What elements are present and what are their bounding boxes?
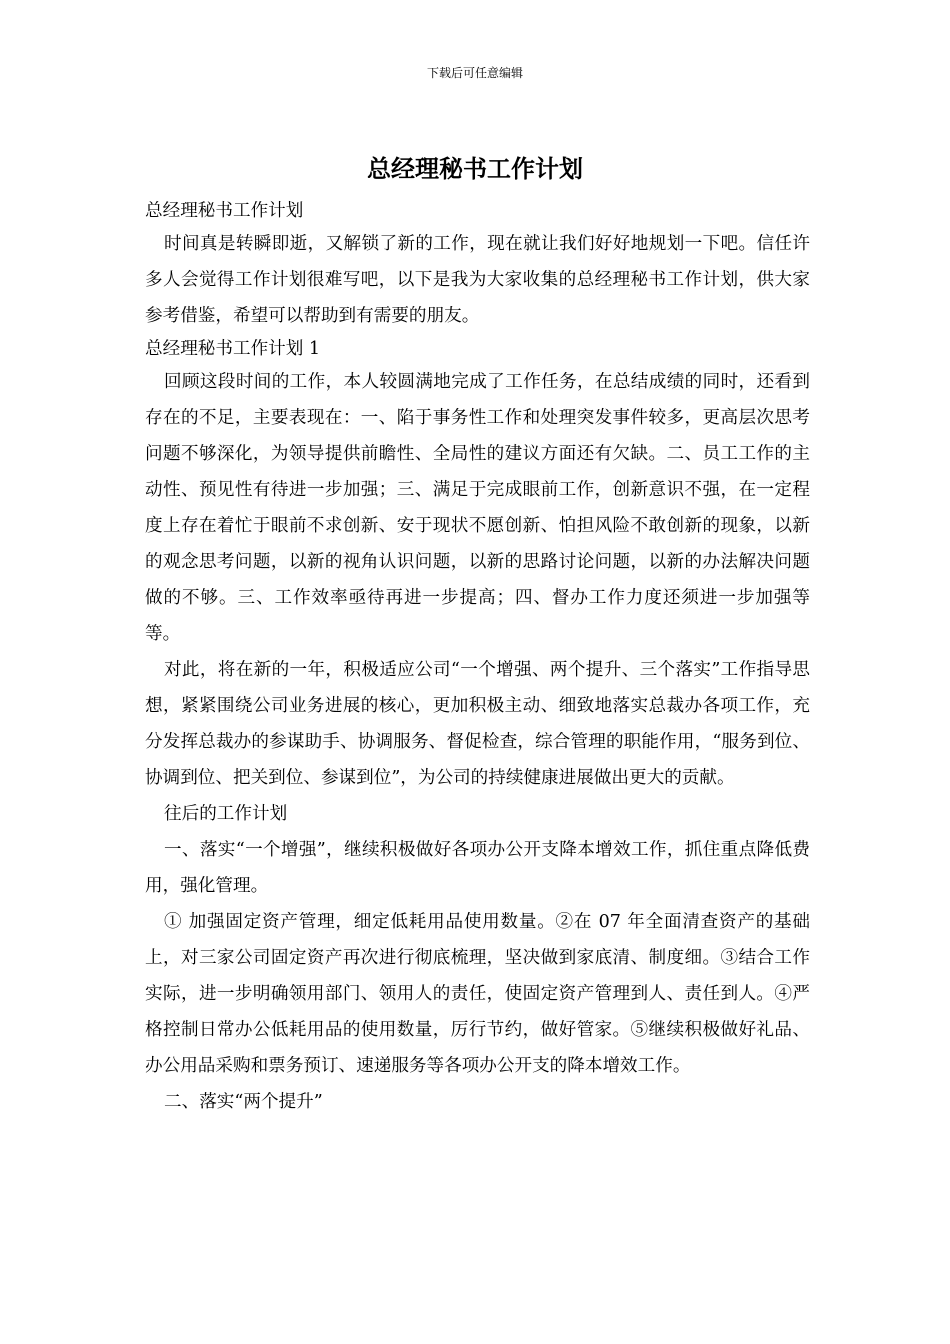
- document-title: 总经理秘书工作计划: [367, 154, 583, 183]
- paragraph-intro: 时间真是转瞬即逝，又解锁了新的工作，现在就让我们好好地规划一下吧。信任许多人会觉得工作计划很难写吧，以下是我为大家收集的总经理秘书工作计划，供大家参考借鉴，希望可以帮助到有需要的朋友。: [145, 234, 810, 326]
- paragraph-plan-overview: 对此，将在新的一年，积极适应公司“一个增强、两个提升、三个落实”工作指导思想，紧紧围绕公司业务进展的核心，更加积极主动、细致地落实总裁办各项工作，充分发挥总裁办的参谋助手、协调服务、督促检查，综合管理的职能作用，“服务到位、协调到位、把关到位、参谋到位”，为公司的持续健康进展做出更大的贡献。: [145, 660, 810, 788]
- paragraph-section-heading: 总经理秘书工作计划 1: [145, 339, 321, 359]
- paragraph-item-one-details: ① 加强固定资产管理，细定低耗用品使用数量。②在 07 年全面清查资产的基础上，对三家公司固定资产再次进行彻底梳理，坚决做到家底清、制度细。③结合工作实际，进一步明确领用部门、领用人的责任，使固定资产管理到人、责任到人。④严格控制日常办公低耗用品的使用数量，厉行节约，做好管家。⑤继续积极做好礼品、办公用品采购和票务预订、速递服务等各项办公开支的降本增效工作。: [145, 912, 810, 1076]
- paragraph-item-one: 一、落实“一个增强”，继续积极做好各项办公开支降本增效工作，抓住重点降低费用，强化管理。: [145, 840, 810, 896]
- paragraph-review: 回顾这段时间的工作，本人较圆满地完成了工作任务，在总结成绩的同时，还看到存在的不足，主要表现在：一、陷于事务性工作和处理突发事件较多，更高层次思考问题不够深化，为领导提供前瞻性、全局性的建议方面还有欠缺。二、员工工作的主动性、预见性有待进一步加强；三、满足于完成眼前工作，创新意识不强，在一定程度上存在着忙于眼前不求创新、安于现状不愿创新、怕担风险不敢创新的现象，以新的观念思考问题，以新的视角认识问题，以新的思路讨论问题，以新的办法解决问题做的不够。三、工作效率亟待再进一步提高；四、督办工作力度还须进一步加强等等。: [145, 372, 810, 644]
- paragraph-subtitle: 总经理秘书工作计划: [145, 201, 304, 221]
- paragraph-future-plan-heading: 往后的工作计划: [164, 804, 288, 824]
- page-header: 下载后可任意编辑: [426, 66, 523, 80]
- paragraph-item-two: 二、落实“两个提升”: [164, 1092, 323, 1112]
- document-body: [145, 196, 810, 1120]
